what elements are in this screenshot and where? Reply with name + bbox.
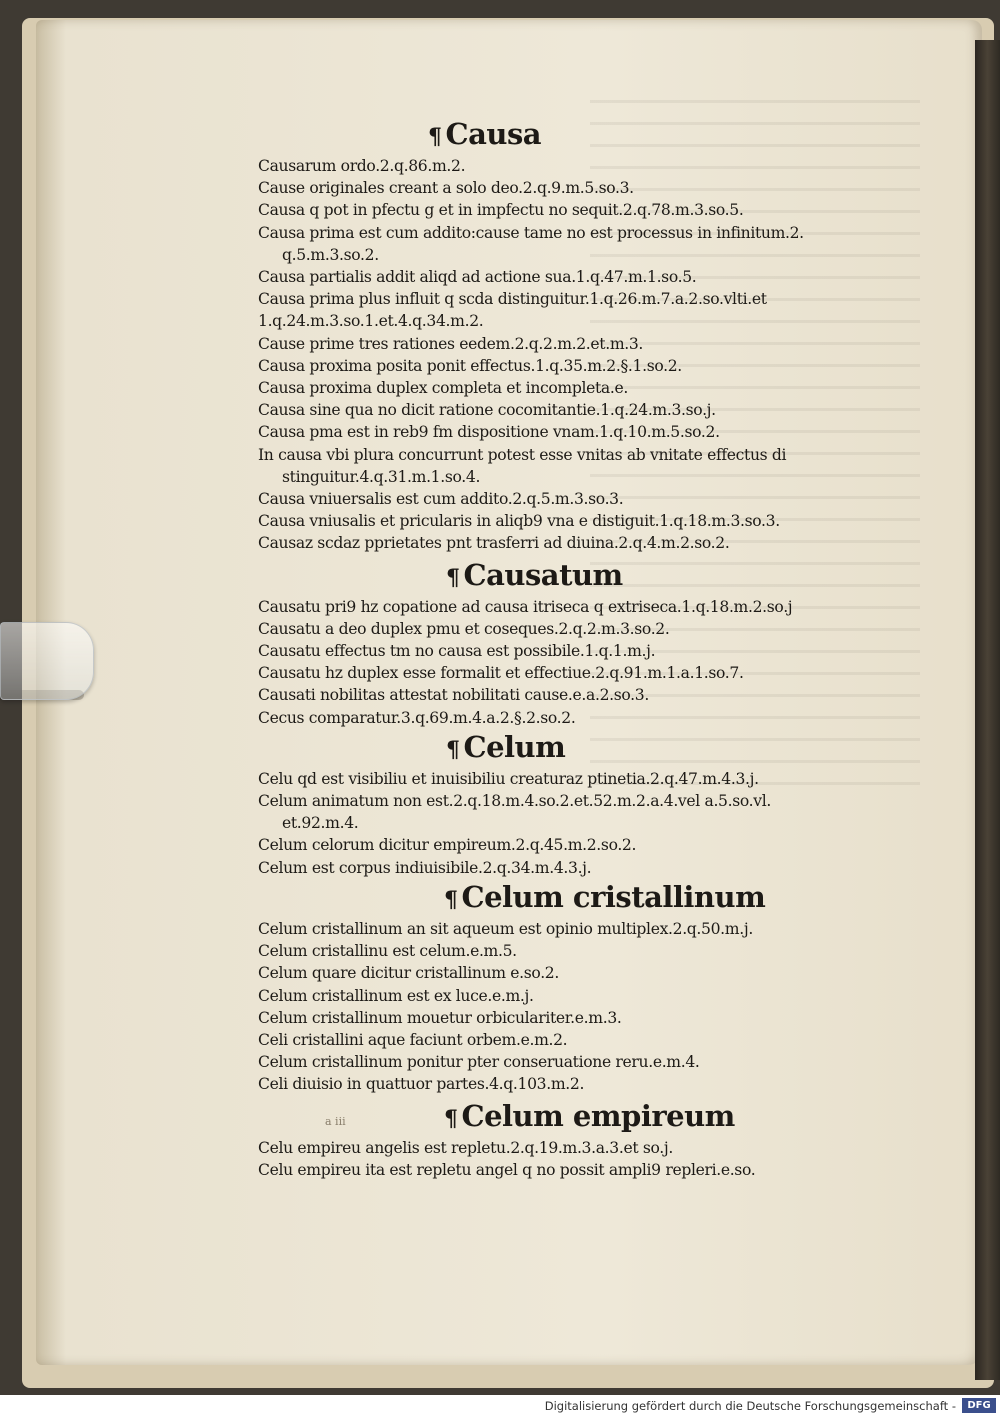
entry-line: Cause originales creant a solo deo.2.q.9.m.5.so.3.: [258, 179, 634, 198]
entry-line: Cecus comparatur.3.q.69.m.4.a.2.§.2.so.2.: [258, 708, 576, 727]
entry-continuation: stinguitur.4.q.31.m.1.so.4.: [282, 467, 481, 486]
entry-line: Celum quare dicitur cristallinum e.so.2.: [258, 964, 559, 983]
entry-line: Celu qd est visibiliu et inuisibiliu creaturaz ptinetia.2.q.47.m.4.3.j.: [258, 769, 759, 788]
entry-line: Causa sine qua no dicit ratione cocomitantie.1.q.24.m.3.so.j.: [258, 401, 716, 420]
heading-text: Celum empireum: [461, 1098, 735, 1133]
entry-line: Causatu a deo duplex pmu et coseques.2.q.2.m.3.so.2.: [258, 619, 670, 638]
entry-continuation: et.92.m.4.: [282, 814, 359, 833]
dfg-logo: DFG: [962, 1398, 996, 1413]
entry-line: Causatu pri9 hz copatione ad causa itriseca q extriseca.1.q.18.m.2.so.j: [258, 597, 793, 616]
entry-line: Causa prima est cum addito:cause tame no est processus in infinitum.2.: [258, 223, 804, 242]
heading-text: Celum cristallinum: [461, 879, 766, 914]
footer-bar: [0, 1395, 1000, 1418]
entry-line: In causa vbi plura concurrunt potest esse vnitas ab vnitate effectus di: [258, 445, 787, 464]
pilcrow-icon: ¶: [444, 886, 458, 913]
section-heading-causa: [428, 116, 898, 155]
pilcrow-icon: ¶: [446, 564, 460, 591]
entry-line: Celi cristallini aque faciunt orbem.e.m.2.: [258, 1030, 568, 1049]
entry-line: Causa proxima posita ponit effectus.1.q.35.m.2.§.1.so.2.: [258, 356, 682, 375]
entry-line: Causarum ordo.2.q.86.m.2.: [258, 157, 466, 175]
entry-line: Celi diuisio in quattuor partes.4.q.103.m.2.: [258, 1075, 585, 1094]
pilcrow-icon: ¶: [428, 124, 442, 150]
entry-continuation: 1.q.24.m.3.so.1.et.4.q.34.m.2.: [258, 312, 484, 331]
entry-line: Causa q pot in pfectu g et in impfectu no sequit.2.q.78.m.3.so.5.: [258, 201, 744, 220]
entry-line: Causa vniuersalis est cum addito.2.q.5.m.3.so.3.: [258, 490, 624, 509]
entry-line: Celu empireu ita est repletu angel q no possit ampli9 repleri.e.so.: [258, 1160, 756, 1179]
section-heading-celum-empireum: [444, 1098, 898, 1137]
funding-credit: Digitalisierung gefördert durch die Deutsche Forschungsgemeinschaft -: [544, 1399, 956, 1413]
entry-line: Causa partialis addit aliqd ad actione sua.1.q.47.m.1.so.5.: [258, 268, 697, 287]
signature-mark: a iii: [325, 1115, 346, 1128]
entry-line: Causa proxima duplex completa et incompleta.e.: [258, 379, 628, 398]
entry-line: Celum cristallinum est ex luce.e.m.j.: [258, 986, 534, 1005]
entry-line: Celum cristallinu est celum.e.m.5.: [258, 942, 517, 961]
entry-line: Celum cristallinum mouetur orbiculariter.e.m.3.: [258, 1008, 622, 1027]
pilcrow-icon: ¶: [444, 1105, 458, 1132]
section-heading-celum: [446, 729, 898, 768]
entry-line: Celum cristallinum an sit aqueum est opinio multiplex.2.q.50.m.j.: [258, 919, 753, 938]
entry-line: Celu empireu angelis est repletu.2.q.19.m.3.a.3.et so.j.: [258, 1138, 673, 1157]
binding-edge: [975, 40, 1000, 1380]
index-text: [258, 116, 898, 1181]
entry-line: Celum cristallinum ponitur pter conseruatione reru.e.m.4.: [258, 1053, 700, 1072]
entry-line: Causa pma est in reb9 fm dispositione vnam.1.q.10.m.5.so.2.: [258, 423, 720, 442]
section-heading-causatum: [446, 557, 898, 596]
entry-line: Celum celorum dicitur empireum.2.q.45.m.2.so.2.: [258, 836, 637, 855]
section-heading-celum-cristallinum: [444, 879, 898, 918]
entry-line: Causatu effectus tm no causa est possibile.1.q.1.m.j.: [258, 642, 656, 661]
page-clip: [0, 622, 94, 700]
entry-line: Cause prime tres rationes eedem.2.q.2.m.2.et.m.3.: [258, 334, 644, 353]
entry-line: Causaz scdaz pprietates pnt trasferri ad diuina.2.q.4.m.2.so.2.: [258, 534, 730, 553]
entry-line: Causa prima plus influit q scda distinguitur.1.q.26.m.7.a.2.so.vlti.et: [258, 290, 767, 309]
entry-line: Causatu hz duplex esse formalit et effectiue.2.q.91.m.1.a.1.so.7.: [258, 664, 744, 683]
heading-text: Causatum: [463, 557, 623, 592]
entry-line: Causa vniusalis et pricularis in aliqb9 vna e distiguit.1.q.18.m.3.so.3.: [258, 512, 780, 531]
entry-line: Causati nobilitas attestat nobilitati cause.e.a.2.so.3.: [258, 686, 649, 705]
entry-continuation: q.5.m.3.so.2.: [282, 245, 379, 264]
heading-text: Causa: [445, 117, 542, 151]
entry-line: Celum animatum non est.2.q.18.m.4.so.2.et.52.m.2.a.4.vel a.5.so.vl.: [258, 792, 771, 811]
pilcrow-icon: ¶: [446, 736, 460, 763]
heading-text: Celum: [463, 729, 566, 764]
entry-line: Celum est corpus indiuisibile.2.q.34.m.4.3.j.: [258, 858, 592, 877]
